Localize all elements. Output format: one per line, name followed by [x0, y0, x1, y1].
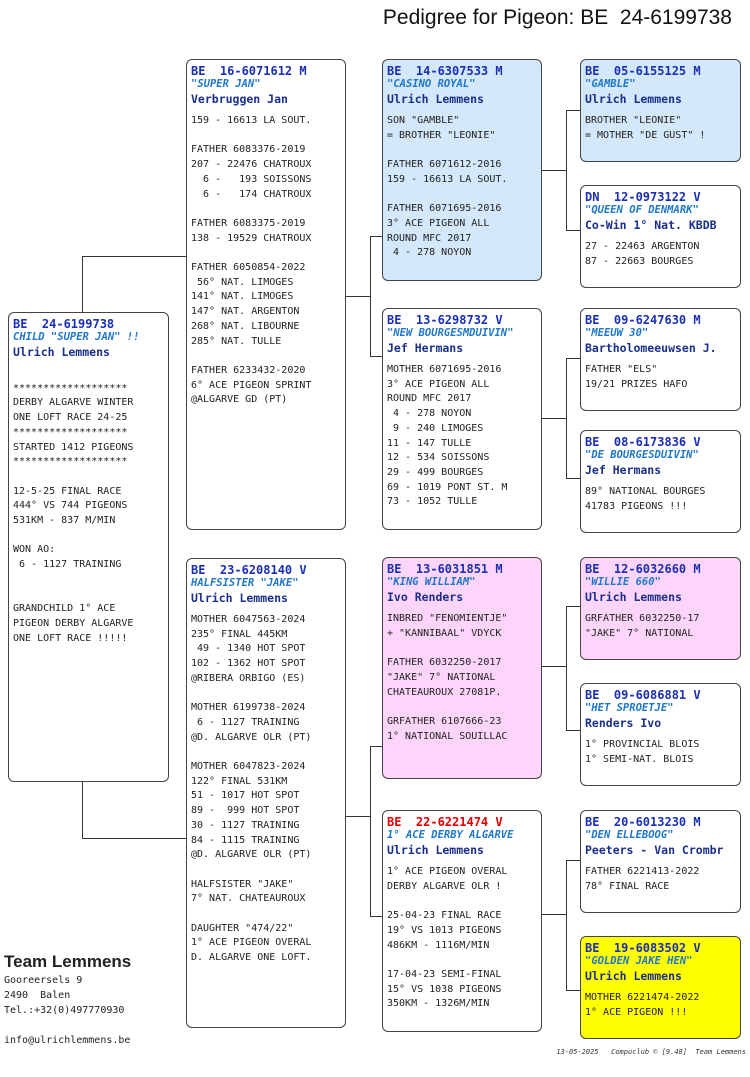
- print-stamp: 13-05-2025 Compuclub © [9.48] Team Lemmens: [556, 1048, 746, 1056]
- info-line: 4 - 278 NOYON: [387, 247, 472, 259]
- pigeon-info: [585, 240, 740, 269]
- info-line: 41783 PIGEONS !!!: [585, 500, 688, 512]
- info-line: MOTHER 6199738-2024: [191, 702, 306, 714]
- info-line: = MOTHER "DE GUST" !: [585, 129, 706, 141]
- team-name: Team Lemmens: [4, 952, 132, 971]
- info-line: [191, 202, 345, 217]
- info-line: ROUND MFC 2017: [387, 393, 472, 405]
- connector-line: [566, 860, 580, 861]
- pigeon-card-ffm[interactable]: [580, 185, 741, 288]
- info-line: [13, 573, 168, 588]
- info-line: 1° PROVINCIAL BLOIS: [585, 739, 700, 750]
- pigeon-info: [387, 363, 541, 510]
- info-line: CHATEAUROUX 27081P.: [387, 686, 502, 698]
- info-line: [387, 953, 541, 968]
- pigeon-card-fmm[interactable]: [580, 430, 741, 533]
- owner-name: Bartholomeeuwsen J.: [585, 341, 717, 355]
- pigeon-name: "HET SPROETJE": [585, 702, 674, 714]
- pigeon-card-fff[interactable]: [580, 59, 741, 162]
- info-line: 19/21 PRIZES HAFO: [585, 378, 688, 390]
- pigeon-card-mother-father[interactable]: [382, 557, 542, 779]
- info-line: 56° NAT. LIMOGES: [191, 276, 294, 288]
- info-line: 17-04-23 SEMI-FINAL: [387, 968, 502, 980]
- info-line: 1° SEMI-NAT. BLOIS: [585, 753, 694, 765]
- ring-number: BE 08-6173836 V: [585, 435, 701, 449]
- info-line: DERBY ALGARVE OLR !: [387, 880, 502, 892]
- info-line: 147° NAT. ARGENTON: [191, 306, 300, 318]
- info-line: 138 - 19529 CHATROUX: [191, 232, 312, 244]
- pigeon-name: "DEN ELLEBOOG": [585, 829, 674, 841]
- pigeon-name: CHILD "SUPER JAN" !!: [13, 331, 140, 343]
- info-line: *******************: [13, 426, 128, 438]
- pigeon-info: [585, 738, 740, 767]
- connector-line: [566, 860, 567, 991]
- pigeon-info: [387, 114, 541, 261]
- ring-number: BE 23-6208140 V: [191, 563, 307, 577]
- info-line: @ALGARVE GD (PT): [191, 394, 288, 406]
- info-line: 1° ACE PIGEON OVERAL: [191, 937, 312, 949]
- info-line: @RIBERA ORBIGO (ES): [191, 672, 306, 684]
- info-line: [191, 349, 345, 364]
- connector-line: [542, 418, 566, 419]
- connector-line: [82, 838, 186, 839]
- info-line: 235° FINAL 445KM: [191, 628, 288, 640]
- info-line: 25-04-23 FINAL RACE: [387, 910, 502, 922]
- info-line: FATHER 6083375-2019: [191, 217, 306, 229]
- info-line: GRFATHER 6107666-23: [387, 715, 502, 727]
- info-line: 73 - 1052 TULLE: [387, 496, 478, 508]
- connector-line: [566, 358, 567, 479]
- pigeon-card-mmm[interactable]: [580, 936, 741, 1039]
- info-line: [191, 129, 345, 144]
- info-line: FATHER 6071612-2016: [387, 159, 502, 171]
- info-line: 486KM - 1116M/MIN: [387, 939, 490, 951]
- owner-name: Jef Hermans: [585, 463, 662, 477]
- pigeon-name: "NEW BOURGESMDUIVIN": [387, 327, 514, 339]
- info-line: [387, 143, 541, 158]
- info-line: @D. ALGARVE OLR (PT): [191, 731, 312, 743]
- info-line: [13, 367, 168, 382]
- info-line: 159 - 16613 LA SOUT.: [191, 115, 312, 126]
- connector-line: [566, 606, 567, 731]
- info-line: 87 - 22663 BOURGES: [585, 255, 694, 267]
- pigeon-name: "GAMBLE": [585, 78, 636, 90]
- pigeon-name: "SUPER JAN": [191, 78, 261, 90]
- connector-line: [542, 666, 566, 667]
- info-line: 89 - 999 HOT SPOT: [191, 805, 300, 817]
- pigeon-name: HALFSISTER "JAKE": [191, 577, 299, 589]
- info-line: 141° NAT. LIMOGES: [191, 291, 294, 303]
- info-line: 12-5-25 FINAL RACE: [13, 485, 122, 497]
- connector-line: [82, 782, 83, 839]
- ring-number: BE 16-6071612 M: [191, 64, 307, 78]
- info-line: SON "GAMBLE": [387, 115, 460, 126]
- connector-line: [82, 256, 83, 312]
- info-line: 6 - 174 CHATROUX: [191, 188, 312, 200]
- info-line: "JAKE" 7° NATIONAL: [387, 671, 496, 683]
- info-line: 84 - 1115 TRAINING: [191, 834, 300, 846]
- pigeon-card-father-father[interactable]: [382, 59, 542, 281]
- info-line: FATHER "ELS": [585, 364, 658, 375]
- info-line: [387, 641, 541, 656]
- info-line: [13, 529, 168, 544]
- info-line: [13, 470, 168, 485]
- ring-number: BE 13-6298732 V: [387, 313, 503, 327]
- info-line: ONE LOFT RACE 24-25: [13, 412, 128, 424]
- info-line: 122° FINAL 531KM: [191, 775, 288, 787]
- info-line: [191, 246, 345, 261]
- connector-line: [346, 816, 370, 817]
- pigeon-info: [13, 367, 168, 646]
- ring-number: BE 22-6221474 V: [387, 815, 503, 829]
- connector-line: [566, 478, 580, 479]
- info-line: 444° VS 744 PIGEONS: [13, 500, 128, 512]
- info-line: [191, 745, 345, 760]
- pigeon-info: [585, 612, 740, 641]
- owner-name: Peeters - Van Crombr: [585, 843, 724, 857]
- info-line: 69 - 1019 PONT ST. M: [387, 481, 508, 493]
- pigeon-info: [585, 485, 740, 514]
- info-line: 78° FINAL RACE: [585, 880, 670, 892]
- pigeon-name: "QUEEN OF DENMARK": [585, 204, 699, 216]
- info-line: PIGEON DERBY ALGARVE: [13, 617, 134, 629]
- connector-line: [370, 746, 382, 747]
- pigeon-card-mff[interactable]: [580, 557, 741, 660]
- info-line: MOTHER 6221474-2022: [585, 992, 700, 1003]
- pigeon-info: [387, 865, 541, 1012]
- info-line: 6° ACE PIGEON SPRINT: [191, 379, 312, 391]
- ring-number: BE 13-6031851 M: [387, 562, 503, 576]
- pigeon-card-father-mother[interactable]: [382, 308, 542, 530]
- pigeon-info: [585, 991, 740, 1020]
- info-line: GRFATHER 6032250-17: [585, 613, 700, 624]
- pigeon-name: "WILLIE 660": [585, 576, 661, 588]
- connector-line: [542, 170, 566, 171]
- info-line: MOTHER 6071695-2016: [387, 364, 502, 375]
- ring-number: DN 12-0973122 V: [585, 190, 701, 204]
- pigeon-info: [585, 363, 740, 392]
- pigeon-info: [191, 114, 345, 408]
- info-line: 89° NATIONAL BOURGES: [585, 486, 706, 497]
- address-street: Gooreersels 9: [4, 975, 83, 986]
- pigeon-name: "DE BOURGESDUIVIN": [585, 449, 699, 461]
- info-line: DERBY ALGARVE WINTER: [13, 397, 134, 409]
- info-line: DAUGHTER "474/22": [191, 922, 294, 934]
- info-line: [387, 700, 541, 715]
- info-line: 285° NAT. TULLE: [191, 335, 282, 347]
- owner-name: Ulrich Lemmens: [585, 590, 682, 604]
- info-line: MOTHER 6047823-2024: [191, 761, 306, 772]
- info-line: 207 - 22476 CHATROUX: [191, 159, 312, 171]
- ring-number: BE 20-6013230 M: [585, 815, 701, 829]
- pigeon-card-mfm[interactable]: [580, 683, 741, 786]
- owner-name: Ulrich Lemmens: [191, 591, 288, 605]
- info-line: 7° NAT. CHATEAUROUX: [191, 893, 306, 905]
- info-line: 29 - 499 BOURGES: [387, 466, 484, 478]
- connector-line: [566, 358, 580, 359]
- info-line: 49 - 1340 HOT SPOT: [191, 643, 306, 655]
- owner-name: Ulrich Lemmens: [585, 969, 682, 983]
- info-line: ONE LOFT RACE !!!!!: [13, 632, 128, 644]
- info-line: 3° ACE PIGEON ALL: [387, 217, 490, 229]
- connector-line: [370, 236, 382, 237]
- owner-name: Ulrich Lemmens: [387, 843, 484, 857]
- connector-line: [566, 230, 580, 231]
- email-address[interactable]: info@ulrichlemmens.be: [4, 1035, 131, 1046]
- info-line: ROUND MFC 2017: [387, 232, 472, 244]
- info-line: 9 - 240 LIMOGES: [387, 422, 484, 434]
- info-line: 6 - 1127 TRAINING: [13, 559, 122, 571]
- info-line: 12 - 534 SOISSONS: [387, 452, 490, 464]
- info-line: 51 - 1017 HOT SPOT: [191, 790, 300, 802]
- pigeon-name: "KING WILLIAM": [387, 576, 476, 588]
- pigeon-card-mother-mother[interactable]: [382, 810, 542, 1032]
- owner-name: Ulrich Lemmens: [13, 345, 110, 359]
- connector-line: [82, 256, 186, 257]
- info-line: FATHER 6221413-2022: [585, 866, 700, 877]
- info-line: *******************: [13, 456, 128, 468]
- info-line: WON AO:: [13, 544, 56, 556]
- info-line: 531KM - 837 M/MIN: [13, 515, 116, 526]
- owner-name: Ulrich Lemmens: [387, 92, 484, 106]
- info-line: 350KM - 1326M/MIN: [387, 998, 490, 1010]
- ring-number: BE 14-6307533 M: [387, 64, 503, 78]
- info-line: FATHER 6233432-2020: [191, 364, 306, 376]
- ring-number: BE 19-6083502 V: [585, 941, 701, 955]
- page-title: Pedigree for Pigeon: BE 24-6199738: [382, 6, 732, 29]
- pigeon-card-fmf[interactable]: [580, 308, 741, 411]
- pigeon-card-mother[interactable]: [186, 558, 346, 1028]
- info-line: + "KANNIBAAL" VDYCK: [387, 627, 502, 639]
- info-line: GRANDCHILD 1° ACE: [13, 603, 116, 615]
- ring-number: BE 05-6155125 M: [585, 64, 701, 78]
- pigeon-info: [387, 612, 541, 744]
- info-line: MOTHER 6047563-2024: [191, 614, 306, 625]
- owner-name: Ulrich Lemmens: [585, 92, 682, 106]
- connector-line: [370, 356, 382, 357]
- info-line: FATHER 6032250-2017: [387, 657, 502, 669]
- info-line: 268° NAT. LIBOURNE: [191, 320, 300, 332]
- info-line: INBRED "FENOMIENTJE": [387, 613, 508, 624]
- connector-line: [542, 914, 566, 915]
- pigeon-name: "CASINO ROYAL": [387, 78, 476, 90]
- pigeon-card-father[interactable]: [186, 59, 346, 530]
- ring-number: BE 24-6199738: [13, 317, 115, 331]
- info-line: BROTHER "LEONIE": [585, 115, 682, 126]
- info-line: [13, 587, 168, 602]
- connector-line: [370, 916, 382, 917]
- info-line: 30 - 1127 TRAINING: [191, 819, 300, 831]
- info-line: 11 - 147 TULLE: [387, 437, 472, 449]
- ring-number: BE 09-6247630 M: [585, 313, 701, 327]
- info-line: 1° NATIONAL SOUILLAC: [387, 730, 508, 742]
- info-line: [191, 907, 345, 922]
- owner-name: Co-Win 1° Nat. KBDB: [585, 218, 717, 232]
- connector-line: [566, 606, 580, 607]
- pigeon-info: [585, 114, 740, 143]
- info-line: [191, 863, 345, 878]
- connector-line: [566, 730, 580, 731]
- info-line: FATHER 6071695-2016: [387, 203, 502, 215]
- info-line: STARTED 1412 PIGEONS: [13, 441, 134, 453]
- info-line: [387, 188, 541, 203]
- info-line: 4 - 278 NOYON: [387, 408, 472, 420]
- pigeon-name: "GOLDEN JAKE HEN": [585, 955, 693, 967]
- connector-line: [370, 236, 371, 357]
- info-line: 15° VS 1038 PIGEONS: [387, 983, 502, 995]
- info-line: D. ALGARVE ONE LOFT.: [191, 952, 312, 964]
- pigeon-info: [191, 613, 345, 966]
- info-line: 1° ACE PIGEON OVERAL: [387, 866, 508, 877]
- info-line: FATHER 6083376-2019: [191, 144, 306, 156]
- info-line: 3° ACE PIGEON ALL: [387, 378, 490, 390]
- pigeon-name: 1° ACE DERBY ALGARVE: [387, 829, 514, 841]
- info-line: = BROTHER "LEONIE": [387, 129, 496, 141]
- pigeon-card-subject[interactable]: [8, 312, 169, 782]
- ring-number: BE 09-6086881 V: [585, 688, 701, 702]
- phone-number: Tel.:+32(0)497770930: [4, 1005, 125, 1016]
- connector-line: [566, 110, 567, 231]
- info-line: 27 - 22463 ARGENTON: [585, 241, 700, 252]
- info-line: 6 - 193 SOISSONS: [191, 173, 312, 185]
- owner-name: Ivo Renders: [387, 590, 464, 604]
- info-line: 102 - 1362 HOT SPOT: [191, 658, 306, 670]
- pigeon-card-mmf[interactable]: [580, 810, 741, 913]
- info-line: 6 - 1127 TRAINING: [191, 716, 300, 728]
- info-line: "JAKE" 7° NATIONAL: [585, 627, 694, 639]
- pigeon-info: [585, 865, 740, 894]
- info-line: [191, 687, 345, 702]
- owner-name: Verbruggen Jan: [191, 92, 288, 106]
- info-line: 1° ACE PIGEON !!!: [585, 1006, 688, 1018]
- connector-line: [566, 990, 580, 991]
- info-line: 159 - 16613 LA SOUT.: [387, 173, 508, 185]
- connector-line: [566, 110, 580, 111]
- info-line: *******************: [13, 382, 128, 394]
- pigeon-name: "MEEUW 30": [585, 327, 649, 339]
- ring-number: BE 12-6032660 M: [585, 562, 701, 576]
- connector-line: [370, 746, 371, 917]
- connector-line: [346, 296, 370, 297]
- info-line: HALFSISTER "JAKE": [191, 878, 294, 890]
- info-line: [387, 894, 541, 909]
- owner-name: Jef Hermans: [387, 341, 464, 355]
- info-line: 19° VS 1013 PIGEONS: [387, 924, 502, 936]
- info-line: FATHER 6050854-2022: [191, 261, 306, 273]
- address-city: 2490 Balen: [4, 990, 71, 1001]
- info-line: @D. ALGARVE OLR (PT): [191, 849, 312, 861]
- owner-name: Renders Ivo: [585, 716, 662, 730]
